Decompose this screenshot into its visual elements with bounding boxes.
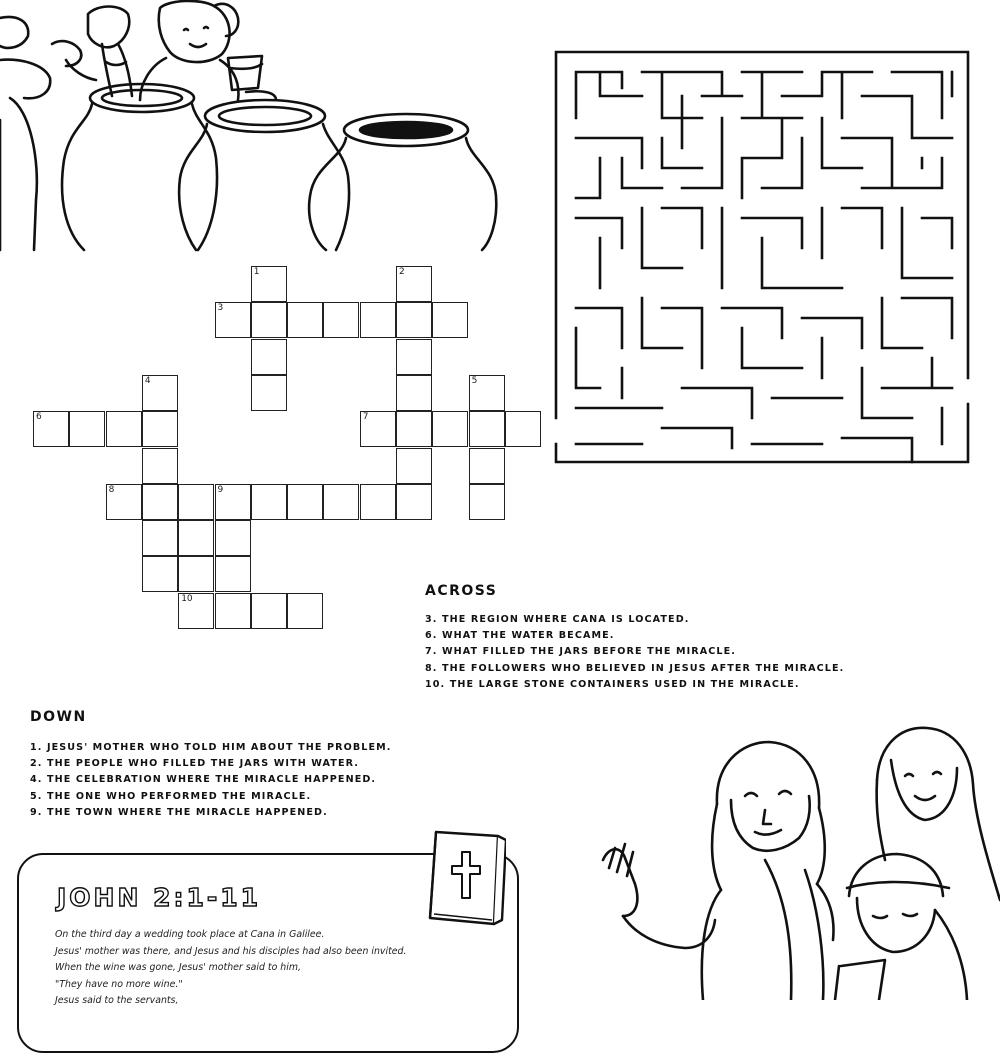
crossword-cell-number: 3 bbox=[217, 303, 224, 314]
maze-puzzle[interactable] bbox=[552, 48, 972, 466]
crossword-cell[interactable] bbox=[178, 484, 214, 520]
crossword-cell[interactable] bbox=[432, 411, 468, 447]
jesus-mary-guest-illustration bbox=[595, 720, 1000, 1000]
across-clue-list bbox=[425, 612, 844, 693]
crossword-cell[interactable] bbox=[215, 520, 251, 556]
crossword-cell[interactable] bbox=[251, 339, 287, 375]
crossword-cell[interactable] bbox=[215, 302, 251, 338]
scripture-line: "They have no more wine." bbox=[55, 978, 183, 990]
down-heading: DOWN bbox=[30, 709, 87, 725]
down-clue: 2. THE PEOPLE WHO FILLED THE JARS WITH WATER. bbox=[30, 758, 360, 770]
crossword-cell-number: 1 bbox=[253, 267, 260, 277]
crossword-cell[interactable] bbox=[178, 520, 214, 556]
crossword-cell[interactable] bbox=[142, 520, 178, 556]
across-clue: 10. THE LARGE STONE CONTAINERS USED IN THE MIRACLE. bbox=[425, 678, 800, 690]
crossword-cell-number: 6 bbox=[36, 412, 42, 423]
crossword-cell[interactable] bbox=[251, 375, 287, 411]
crossword-cell[interactable] bbox=[251, 302, 287, 338]
crossword-cell[interactable] bbox=[323, 484, 359, 520]
crossword-cell-number: 10 bbox=[181, 593, 193, 604]
crossword-cell[interactable] bbox=[215, 593, 251, 629]
crossword-cell[interactable] bbox=[178, 593, 214, 629]
across-clue: 3. THE REGION WHERE CANA IS LOCATED. bbox=[425, 614, 690, 625]
crossword-cell[interactable] bbox=[69, 411, 105, 447]
crossword-cell[interactable] bbox=[251, 484, 287, 520]
crossword-cell[interactable] bbox=[396, 484, 432, 520]
crossword-cell-number: 5 bbox=[471, 375, 478, 386]
crossword-cell[interactable] bbox=[360, 411, 396, 447]
crossword-cell[interactable] bbox=[142, 484, 178, 520]
scripture-title: JOHN 2:1-11 bbox=[57, 883, 262, 912]
crossword-cell[interactable] bbox=[396, 302, 432, 338]
across-clue: 7. WHAT FILLED THE JARS BEFORE THE MIRACLE. bbox=[425, 646, 737, 658]
crossword-cell[interactable] bbox=[106, 411, 142, 447]
scripture-line: Jesus' mother was there, and Jesus and his disciples had also been invited. bbox=[55, 945, 407, 957]
crossword-cell[interactable] bbox=[505, 411, 541, 447]
down-clue: 9. THE TOWN WHERE THE MIRACLE HAPPENED. bbox=[30, 806, 328, 818]
scripture-line: On the third day a wedding took place at Cana in Galilee. bbox=[55, 929, 325, 940]
down-clue-list bbox=[30, 740, 392, 821]
crossword-cell[interactable] bbox=[178, 556, 214, 592]
crossword-cell[interactable] bbox=[142, 375, 178, 411]
down-clue: 1. JESUS' MOTHER WHO TOLD HIM ABOUT THE PROBLEM. bbox=[30, 742, 392, 753]
crossword-cell[interactable] bbox=[287, 302, 323, 338]
crossword-cell[interactable] bbox=[215, 556, 251, 592]
crossword-cell[interactable] bbox=[287, 484, 323, 520]
across-clue: 6. WHAT THE WATER BECAME. bbox=[425, 630, 615, 642]
crossword-cell[interactable] bbox=[142, 448, 178, 484]
crossword-cell-number: 7 bbox=[362, 412, 369, 423]
crossword-cell[interactable] bbox=[469, 375, 505, 411]
crossword-cell[interactable] bbox=[106, 484, 142, 520]
crossword-cell-number: 2 bbox=[399, 267, 405, 277]
crossword-cell[interactable] bbox=[251, 266, 287, 302]
scripture-line: When the wine was gone, Jesus' mother said to him, bbox=[55, 962, 301, 973]
crossword-cell-number: 8 bbox=[108, 484, 115, 495]
crossword-cell[interactable] bbox=[323, 302, 359, 338]
crossword-cell[interactable] bbox=[33, 411, 69, 447]
crossword-cell[interactable] bbox=[215, 484, 251, 520]
scripture-text bbox=[55, 927, 406, 1010]
crossword-cell[interactable] bbox=[396, 266, 432, 302]
down-clue: 4. THE CELEBRATION WHERE THE MIRACLE HAPPENED. bbox=[30, 774, 377, 786]
crossword-cell[interactable] bbox=[469, 448, 505, 484]
down-clue: 5. THE ONE WHO PERFORMED THE MIRACLE. bbox=[30, 790, 312, 802]
crossword-cell[interactable] bbox=[469, 484, 505, 520]
crossword-cell[interactable] bbox=[251, 593, 287, 629]
bible-cross-icon bbox=[422, 828, 506, 928]
water-jars-illustration bbox=[0, 0, 510, 255]
crossword-cell[interactable] bbox=[360, 302, 396, 338]
crossword-cell[interactable] bbox=[287, 593, 323, 629]
across-heading: ACROSS bbox=[425, 583, 498, 599]
crossword-cell[interactable] bbox=[142, 411, 178, 447]
crossword-cell[interactable] bbox=[469, 411, 505, 447]
crossword-cell[interactable] bbox=[396, 375, 432, 411]
crossword-cell[interactable] bbox=[142, 556, 178, 592]
crossword-cell[interactable] bbox=[396, 339, 432, 375]
crossword-cell[interactable] bbox=[432, 302, 468, 338]
across-clue: 8. THE FOLLOWERS WHO BELIEVED IN JESUS AFTER THE MIRACLE. bbox=[425, 662, 845, 674]
crossword-cell-number: 4 bbox=[144, 375, 151, 386]
crossword-cell[interactable] bbox=[360, 484, 396, 520]
scripture-line: Jesus said to the servants, bbox=[55, 995, 179, 1006]
crossword-cell-number: 9 bbox=[217, 484, 224, 495]
crossword-cell[interactable] bbox=[396, 411, 432, 447]
crossword-cell[interactable] bbox=[396, 448, 432, 484]
